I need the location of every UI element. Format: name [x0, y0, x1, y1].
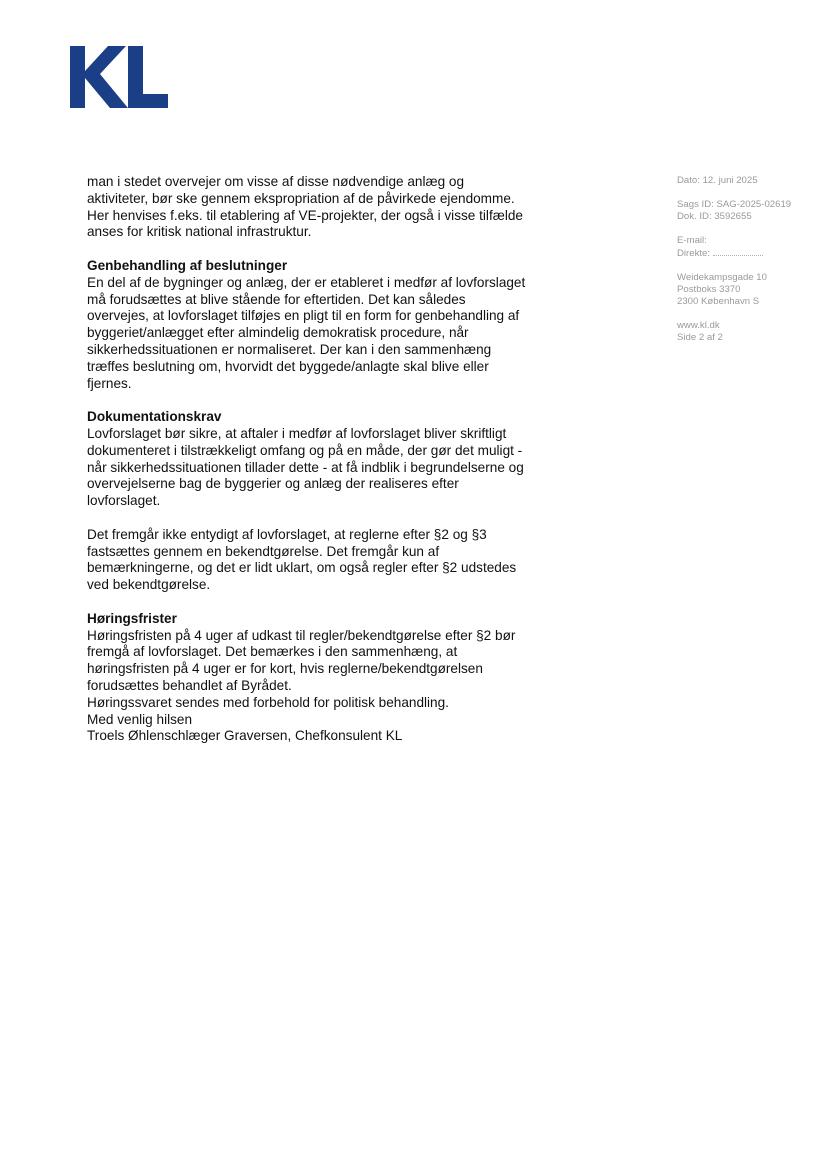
text-line: forudsættes behandlet af Byrådet.	[87, 677, 292, 693]
section-hearing-deadlines	[87, 611, 567, 695]
kl-logo-mark	[70, 46, 170, 108]
document-id: Dok. ID: 3592655	[677, 211, 752, 222]
kl-logo	[70, 46, 170, 108]
letter-metadata	[677, 175, 817, 344]
reservation-note: Høringssvaret sendes med forbehold for politisk behandling.	[87, 694, 449, 710]
closing-greeting: Med venlig hilsen	[87, 711, 193, 727]
text-line: overvejes, at lovforslaget tilføjes en pligt til en form for genbehandling af	[87, 308, 520, 324]
text-line: overvejelserne bag de byggerier og anlæg der realiseres efter	[87, 476, 459, 492]
text-line: dokumenteret i tilstrækkeligt omfang og på en måde, der gør det muligt -	[87, 442, 523, 458]
case-id: Sags ID: SAG-2025-02619	[677, 199, 792, 210]
direct-label-text: Direkte:	[677, 248, 711, 259]
text-line: Lovforslaget bør sikre, at aftaler i medfør af lovforslaget bliver skriftligt	[87, 425, 507, 441]
email-label-text: E-mail:	[677, 235, 707, 246]
text-line: lovforslaget.	[87, 493, 161, 509]
section-documentation	[87, 409, 567, 510]
letter-date: Dato: 12. juni 2025	[677, 175, 758, 186]
text-line: når sikkerhedssituationen tillader dette - at få indblik i begrundelserne og	[87, 459, 524, 475]
text-line: høringsfristen på 4 uger er for kort, hvis reglerne/bekendtgørelsen	[87, 661, 483, 677]
section-heading: Dokumentationskrav	[87, 409, 222, 425]
text-line: ved bekendtgørelse.	[87, 577, 211, 593]
text-line: anses for kritisk national infrastruktur.	[87, 224, 312, 240]
section-heading: Høringsfrister	[87, 610, 177, 626]
letter-body	[87, 174, 567, 745]
text-line: byggeriet/anlægget efter almindelig demokratisk procedure, når	[87, 325, 469, 341]
website: www.kl.dk	[677, 320, 720, 331]
intro-paragraph	[87, 174, 567, 241]
text-line: fjernes.	[87, 375, 132, 391]
text-line: Her henvises f.eks. til etablering af VE-projekter, der også i visse tilfælde	[87, 207, 523, 223]
direct-phone-label	[677, 247, 817, 260]
text-line: fremgå af lovforslaget. Det bemærkes i den sammenhæng, at	[87, 644, 458, 660]
text-line: sikkerhedssituationen er normaliseret. Der kan i den sammenhæng	[87, 341, 492, 357]
text-line: træffes beslutning om, hvorvidt det byggede/anlagte skal blive eller	[87, 358, 489, 374]
signature: Troels Øhlenschlæger Graversen, Chefkonsulent KL	[87, 728, 403, 744]
text-line: fastsættes gennem en bekendtgørelse. Det fremgår kun af	[87, 543, 440, 559]
text-line: Det fremgår ikke entydigt af lovforslaget, at reglerne efter §2 og §3	[87, 526, 487, 542]
section-reprocessing	[87, 258, 567, 392]
address-line-2: Postboks 3370	[677, 284, 741, 295]
page-number: Side 2 af 2	[677, 332, 723, 343]
text-line: aktiviteter, bør ske gennem ekspropriation af de påvirkede ejendomme.	[87, 190, 515, 206]
text-line: man i stedet overvejer om visse af disse nødvendige anlæg og	[87, 174, 465, 189]
text-line: bemærkningerne, og det er lidt uklart, om også regler efter §2 udstedes	[87, 560, 517, 576]
text-line: Høringsfristen på 4 uger af udkast til regler/bekendtgørelse efter §2 bør	[87, 627, 516, 643]
section-documentation-paragraph-2	[87, 527, 567, 594]
text-line: En del af de bygninger og anlæg, der er etableret i medfør af lovforslaget	[87, 274, 526, 290]
redacted-phone	[713, 247, 763, 256]
email-label	[677, 235, 817, 247]
text-line: må forudsættes at blive stående for eftertiden. Det kan således	[87, 291, 466, 307]
address-line-1: Weidekampsgade 10	[677, 272, 767, 283]
address-line-3: 2300 København S	[677, 296, 760, 307]
section-heading: Genbehandling af beslutninger	[87, 257, 288, 273]
